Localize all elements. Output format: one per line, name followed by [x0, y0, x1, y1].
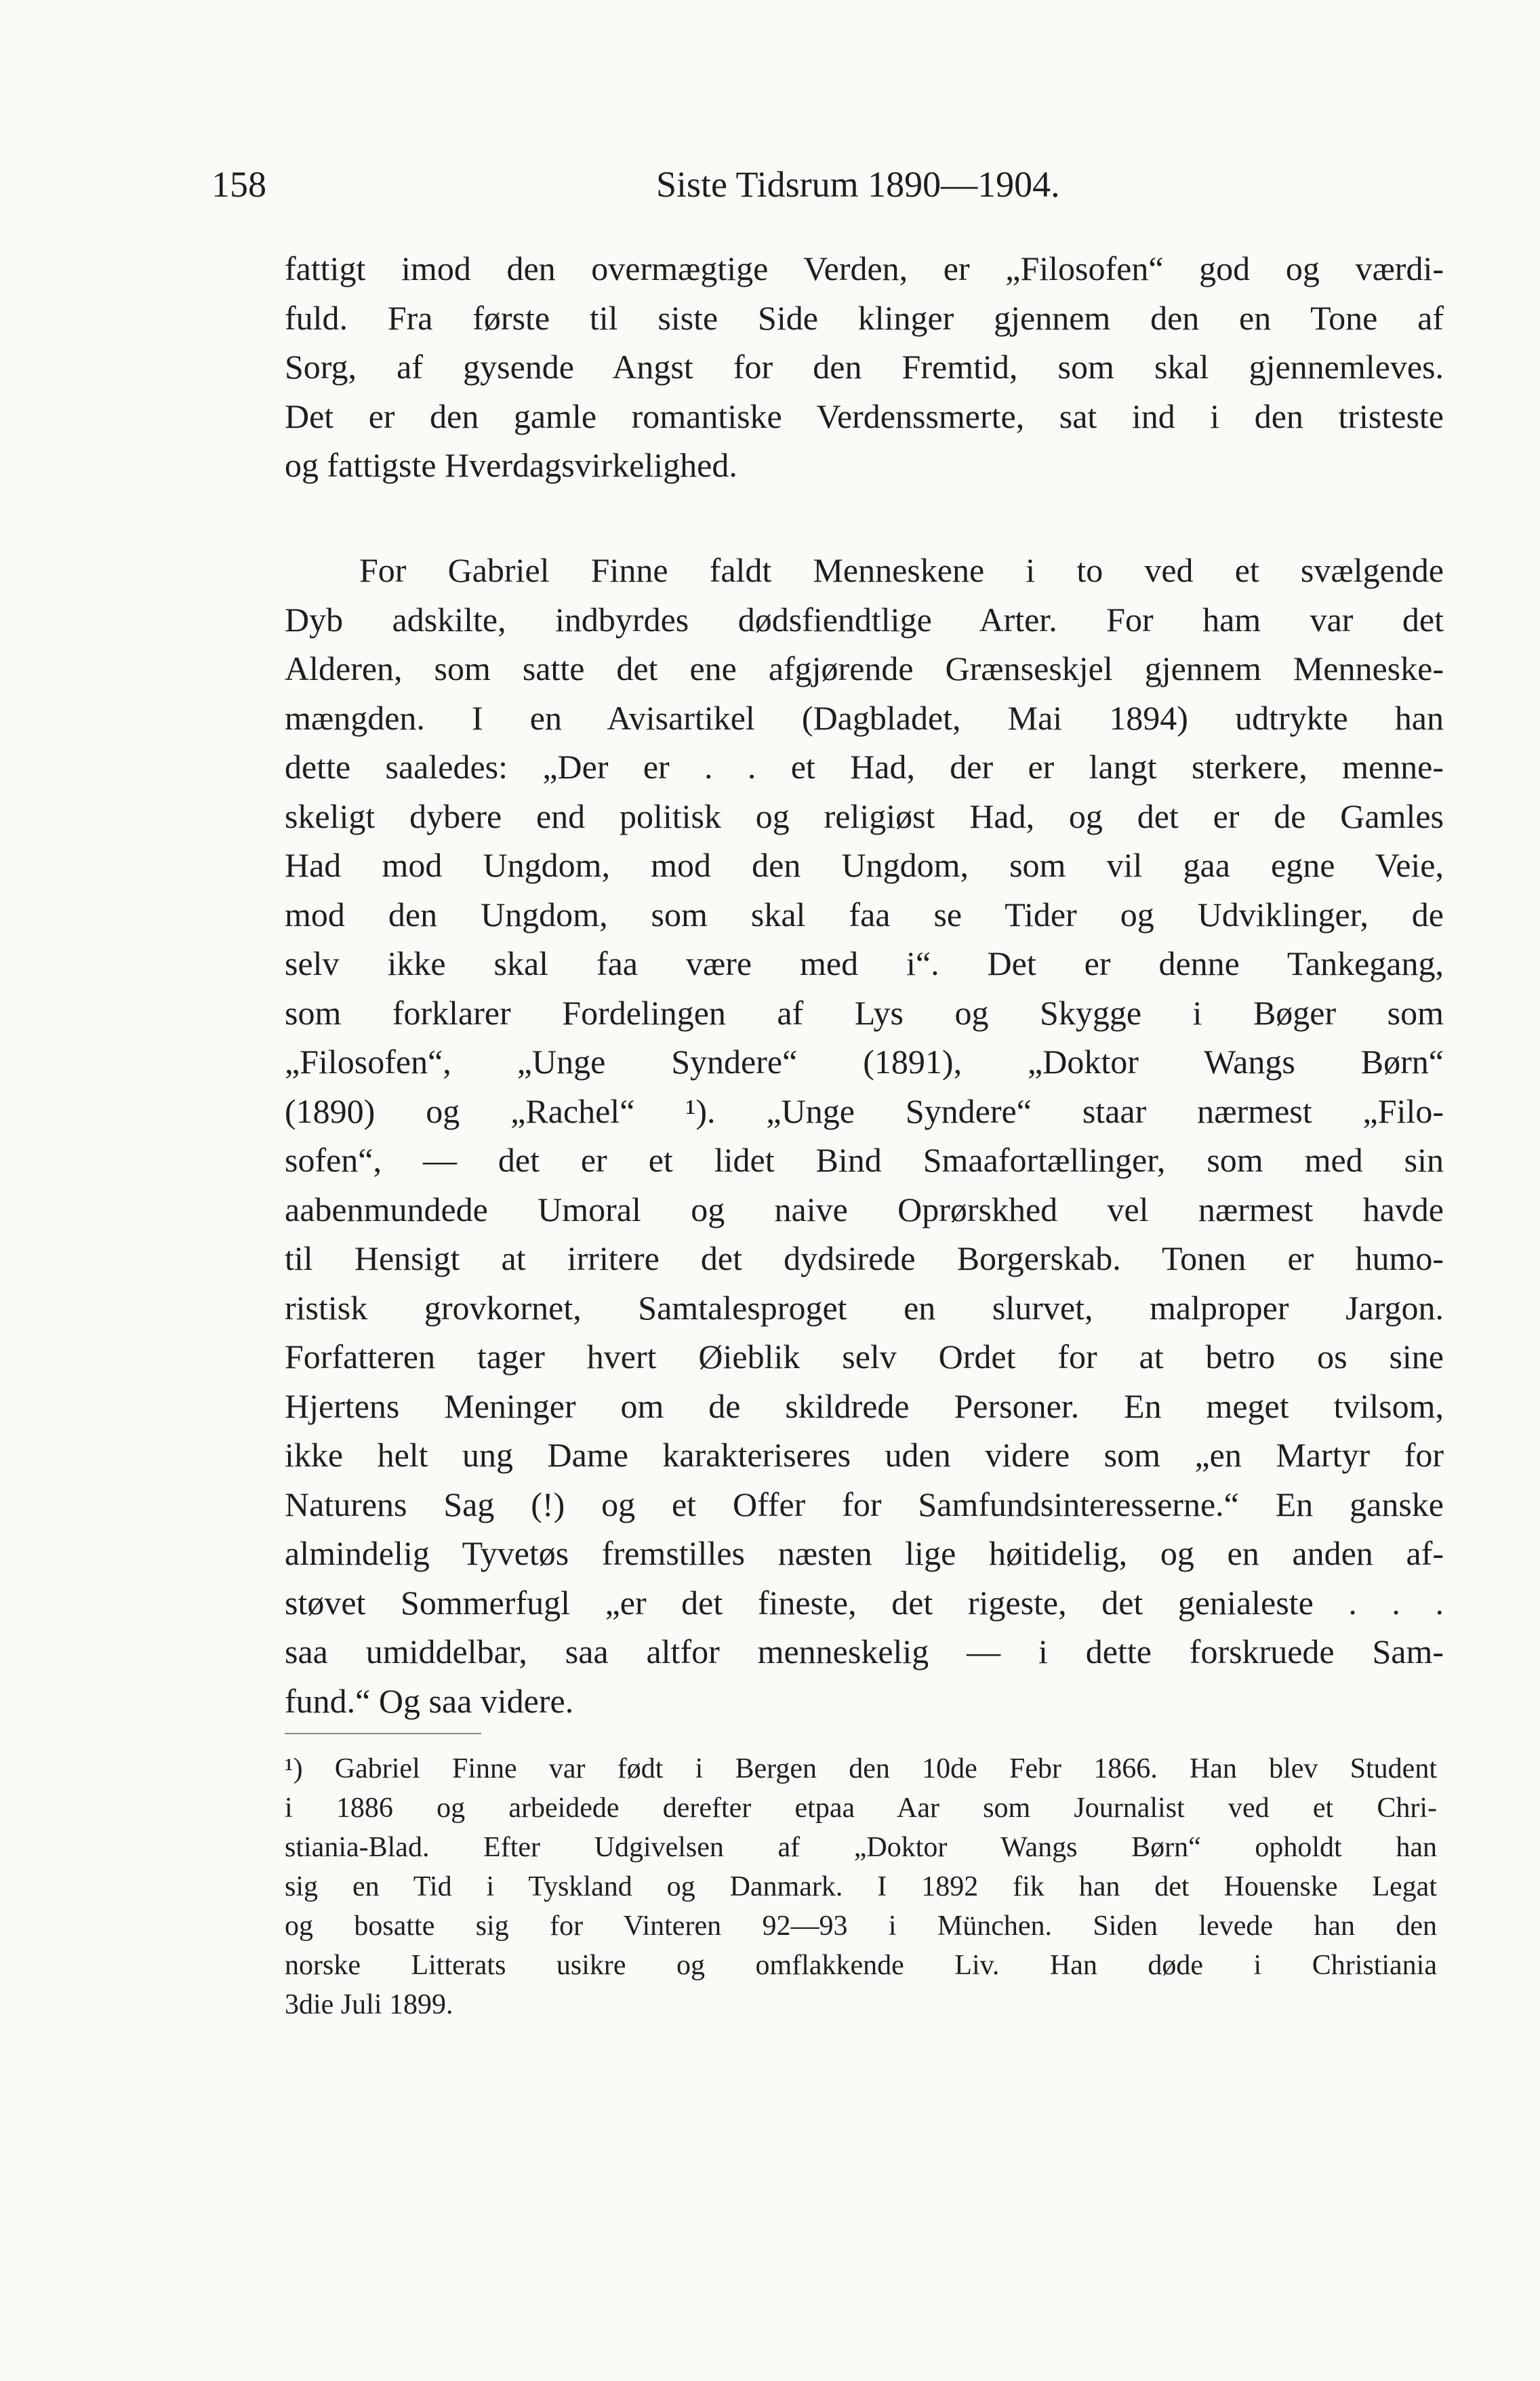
- text-line: „Filosofen“, „Unge Syndere“ (1891), „Doktor Wangs Børn“: [285, 1043, 1444, 1081]
- text-line: aabenmundede Umoral og naive Oprørskhed vel nærmest havde: [285, 1190, 1444, 1228]
- text-line: saa umiddelbar, saa altfor menneskelig — i dette forskruede Sam-: [285, 1633, 1444, 1670]
- footnote-line: sig en Tid i Tyskland og Danmark. I 1892 fik han det Houenske Legat: [285, 1871, 1437, 1902]
- text-line: mængden. I en Avisartikel (Dagbladet, Mai 1894) udtrykte han: [285, 698, 1444, 737]
- text-line: selv ikke skal faa være med i“. Det er denne Tankegang,: [285, 944, 1444, 982]
- footnote-line: stiania-Blad. Efter Udgivelsen af „Doktor Wangs Børn“ opholdt han: [285, 1832, 1437, 1863]
- page-number: 158: [211, 164, 266, 205]
- text-line: almindelig Tyvetøs fremstilles næsten lige høitidelig, og en anden af-: [285, 1534, 1444, 1572]
- text-line: og fattigste Hverdagsvirkelighed.: [285, 446, 737, 484]
- footnote-line: i 1886 og arbeidede derefter etpaa Aar som Journalist ved et Chri-: [285, 1793, 1437, 1824]
- text-line: (1890) og „Rachel“ ¹). „Unge Syndere“ staar nærmest „Filo-: [285, 1092, 1444, 1130]
- text-line: Det er den gamle romantiske Verdenssmerte, sat ind i den tristeste: [285, 397, 1444, 435]
- footnote-line: 3die Juli 1899.: [285, 1989, 453, 2020]
- footnote-divider: [285, 1733, 481, 1734]
- text-line: mod den Ungdom, som skal faa se Tider og Udviklinger, de: [285, 895, 1444, 934]
- text-line: sofen“, — det er et lidet Bind Smaafortællinger, som med sin: [285, 1141, 1444, 1179]
- text-line: Had mod Ungdom, mod den Ungdom, som vil gaa egne Veie,: [285, 846, 1444, 884]
- footnote: [285, 1749, 1437, 2024]
- footnote-line: og bosatte sig for Vinteren 92—93 i München. Siden levede han den: [285, 1910, 1437, 1942]
- text-line: som forklarer Fordelingen af Lys og Skygge i Bøger som: [285, 993, 1444, 1032]
- text-line: støvet Sommerfugl „er det fineste, det rigeste, det genialeste . . .: [285, 1583, 1444, 1622]
- paragraph-1: [285, 244, 1444, 490]
- paragraph-2: [285, 546, 1444, 1725]
- footnote-line: ¹) Gabriel Finne var født i Bergen den 10de Febr 1866. Han blev Student: [285, 1753, 1437, 1784]
- text-line: fuld. Fra første til siste Side klinger gjennem den en Tone af: [285, 298, 1444, 337]
- text-line: For Gabriel Finne faldt Menneskene i to ved et svælgende: [359, 551, 1444, 589]
- running-head: Siste Tidsrum 1890—1904.: [656, 164, 1060, 205]
- text-line: ristisk grovkornet, Samtalesproget en slurvet, malproper Jargon.: [285, 1288, 1444, 1327]
- text-line: til Hensigt at irritere det dydsirede Borgerskab. Tonen er humo-: [285, 1239, 1444, 1277]
- text-line: Dyb adskilte, indbyrdes dødsfiendtlige Arter. For ham var det: [285, 600, 1444, 639]
- text-line: Forfatteren tager hvert Øieblik selv Ordet for at betro os sine: [285, 1338, 1444, 1376]
- text-line: dette saaledes: „Der er . . et Had, der er langt sterkere, menne-: [285, 748, 1444, 786]
- text-line: ikke helt ung Dame karakteriseres uden videre som „en Martyr for: [285, 1436, 1444, 1474]
- text-line: Alderen, som satte det ene afgjørende Grænseskjel gjennem Menneske-: [285, 649, 1444, 687]
- footnote-line: norske Litterats usikre og omflakkende Liv. Han døde i Christiania: [285, 1950, 1437, 1981]
- text-line: fund.“ Og saa videre.: [285, 1681, 574, 1720]
- text-line: Sorg, af gysende Angst for den Fremtid, som skal gjennemleves.: [285, 348, 1444, 386]
- text-line: fattigt imod den overmægtige Verden, er „Filosofen“ god og værdi-: [285, 249, 1444, 287]
- text-line: Hjertens Meninger om de skildrede Personer. En meget tvilsom,: [285, 1386, 1444, 1425]
- text-line: Naturens Sag (!) og et Offer for Samfundsinteresserne.“ En ganske: [285, 1485, 1444, 1523]
- text-line: skeligt dybere end politisk og religiøst Had, og det er de Gamles: [285, 797, 1444, 835]
